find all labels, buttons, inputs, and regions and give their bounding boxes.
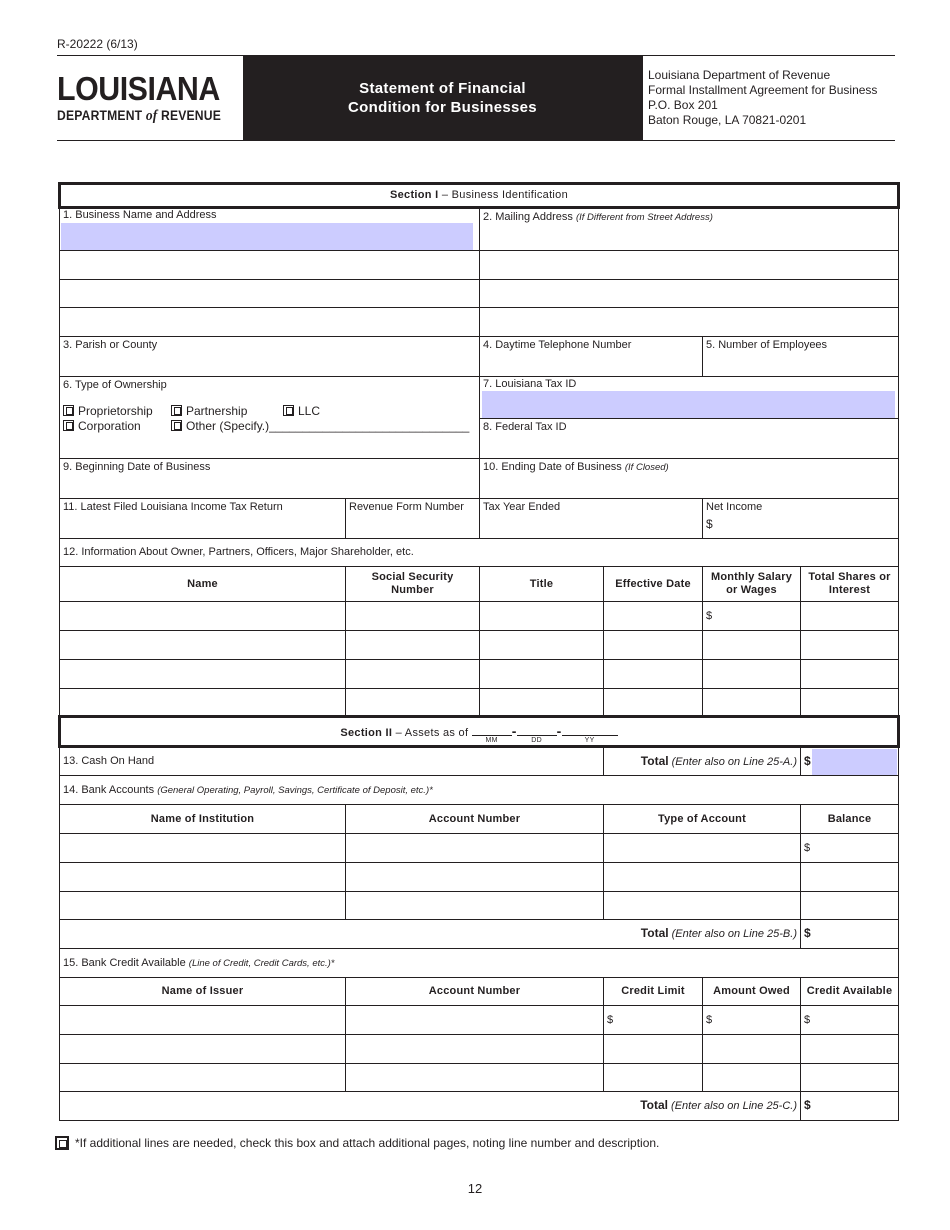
assets-date-month[interactable]: MM [472, 724, 512, 736]
bank-header-balance: Balance [801, 805, 899, 834]
bank-accounts-label: 14. Bank Accounts (General Operating, Payroll, Savings, Certificate of Deposit, etc.)* [60, 776, 899, 805]
mailing-line-4[interactable] [480, 308, 899, 337]
business-name-input[interactable] [61, 223, 473, 250]
table-row [60, 892, 899, 920]
mailing-address-block: Louisiana Department of Revenue Formal Installment Agreement for Business P.O. Box 201 Baton Rouge, LA 70821-0201 [642, 56, 895, 140]
cash-total-input[interactable] [812, 749, 897, 775]
table-row [60, 631, 899, 660]
bank-header-account: Account Number [346, 805, 604, 834]
cash-on-hand-label: 13. Cash On Hand [60, 747, 604, 776]
bank-credit-label: 15. Bank Credit Available (Line of Credit, Credit Cards, etc.)* [60, 949, 899, 978]
address-line-2[interactable] [60, 251, 480, 280]
credit-header-available: Credit Available [801, 978, 899, 1006]
bank-header-type: Type of Account [604, 805, 801, 834]
table-row: $ [60, 602, 899, 631]
parish-county-field[interactable]: 3. Parish or County [60, 337, 480, 377]
employees-field[interactable]: 5. Number of Employees [703, 337, 899, 377]
cash-total-field[interactable]: $ [801, 747, 899, 776]
owners-header-date: Effective Date [604, 567, 703, 602]
assets-date-year[interactable]: YY [562, 724, 618, 736]
mailing-address-field[interactable]: 2. Mailing Address (If Different from Street Address) [480, 208, 899, 251]
section-1-header: Section I – Business Identification [60, 184, 899, 208]
form-table [58, 182, 900, 1121]
llc-checkbox[interactable] [283, 405, 294, 416]
form-sheet [58, 182, 897, 1121]
bank-total-label: Total (Enter also on Line 25-B.) [60, 920, 801, 949]
form-number: R-20222 (6/13) [57, 37, 138, 51]
credit-total-label: Total (Enter also on Line 25-C.) [60, 1092, 801, 1121]
credit-header-limit: Credit Limit [604, 978, 703, 1006]
ending-date-field[interactable]: 10. Ending Date of Business (If Closed) [480, 459, 899, 499]
telephone-field[interactable]: 4. Daytime Telephone Number [480, 337, 703, 377]
owners-header-name: Name [60, 567, 346, 602]
table-row [60, 863, 899, 892]
other-ownership-input[interactable]: Other (Specify.)______________________________ [186, 419, 470, 433]
louisiana-tax-id-field[interactable]: 7. Louisiana Tax ID [480, 377, 899, 419]
owners-header-shares: Total Shares or Interest [801, 567, 899, 602]
louisiana-tax-id-input[interactable] [482, 391, 895, 418]
additional-pages-note: *If additional lines are needed, check this box and attach additional pages, noting line number and description. [55, 1136, 659, 1150]
partnership-checkbox[interactable] [171, 405, 182, 416]
cash-total-label: Total (Enter also on Line 25-A.) [604, 747, 801, 776]
section-2-header: Section II – Assets as of MM - DD - YY [60, 717, 899, 747]
additional-pages-checkbox[interactable] [55, 1136, 69, 1150]
credit-header-issuer: Name of Issuer [60, 978, 346, 1006]
owners-header-salary: Monthly Salary or Wages [703, 567, 801, 602]
owners-info-label: 12. Information About Owner, Partners, Officers, Major Shareholder, etc. [60, 539, 899, 567]
assets-date-day[interactable]: DD [517, 724, 557, 736]
credit-total-field[interactable]: $ [801, 1092, 899, 1121]
bank-total-field[interactable]: $ [801, 920, 899, 949]
credit-header-owed: Amount Owed [703, 978, 801, 1006]
mailing-line-3[interactable] [480, 280, 899, 308]
mailing-line-2[interactable] [480, 251, 899, 280]
louisiana-revenue-logo: LOUISIANA DEPARTMENT of REVENUE [57, 70, 222, 124]
owners-header-ssn: Social Security Number [346, 567, 480, 602]
table-row [60, 1064, 899, 1092]
address-line-4[interactable] [60, 308, 480, 337]
credit-header-account: Account Number [346, 978, 604, 1006]
latest-tax-return-label: 11. Latest Filed Louisiana Income Tax Return [60, 499, 346, 539]
address-line-3[interactable] [60, 280, 480, 308]
page-number: 12 [467, 1181, 483, 1196]
beginning-date-field[interactable]: 9. Beginning Date of Business [60, 459, 480, 499]
table-row: $ [60, 834, 899, 863]
corporation-checkbox[interactable] [63, 420, 74, 431]
form-header [57, 55, 895, 141]
proprietorship-checkbox[interactable] [63, 405, 74, 416]
bank-header-institution: Name of Institution [60, 805, 346, 834]
net-income-field[interactable]: Net Income $ [703, 499, 899, 539]
other-ownership-checkbox[interactable] [171, 420, 182, 431]
tax-year-ended-field[interactable]: Tax Year Ended [480, 499, 703, 539]
form-title: Statement of Financial Condition for Businesses [243, 56, 642, 140]
table-row [60, 689, 899, 717]
federal-tax-id-field[interactable]: 8. Federal Tax ID [480, 419, 899, 459]
business-name-address-field[interactable]: 1. Business Name and Address [60, 208, 480, 251]
revenue-form-number-field[interactable]: Revenue Form Number [346, 499, 480, 539]
ownership-type-field: 6. Type of Ownership Proprietorship Partnership LLC Corporation Other (Specify.)______________________________ [60, 377, 480, 459]
owners-header-title: Title [480, 567, 604, 602]
table-row: $ $ $ [60, 1006, 899, 1035]
table-row [60, 660, 899, 689]
table-row [60, 1035, 899, 1064]
